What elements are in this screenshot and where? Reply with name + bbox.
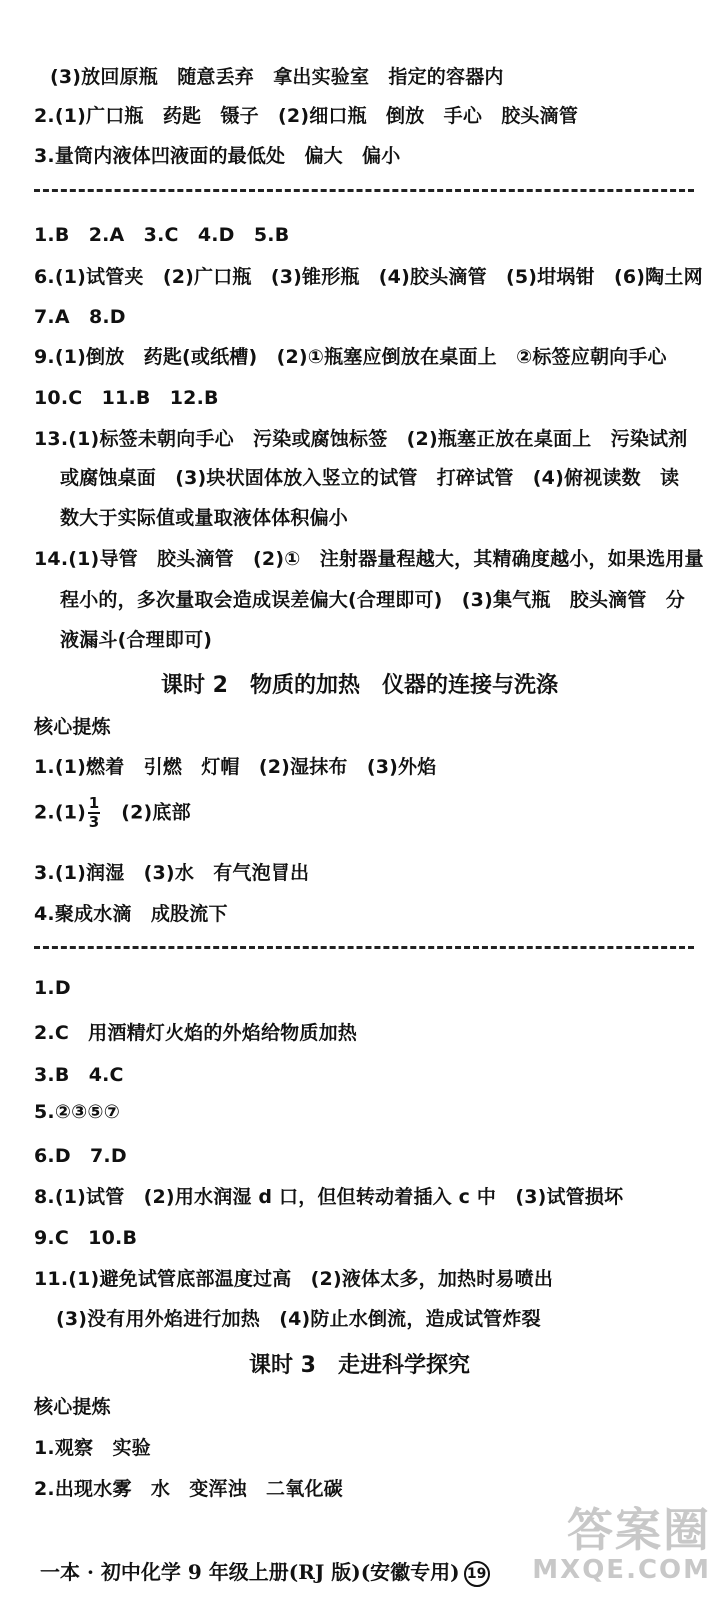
lesson-title: 课时 2 物质的加热 仪器的连接与洗涤 [161,673,558,698]
lesson-title: 课时 3 走进科学探究 [249,1353,470,1378]
answer-line: 2.C 用酒精灯火焰的外焰给物质加热 [34,1022,357,1044]
answer-line: 数大于实际值或量取液体体积偏小 [60,507,349,529]
dashed-divider [34,946,694,949]
dashed-divider [34,189,694,192]
answer-line: 程小的，多次量取会造成误差偏大(合理即可) (3)集气瓶 胶头滴管 分 [60,589,685,611]
answer-line: 液漏斗(合理即可) [60,629,213,651]
answer-line-fraction [34,796,191,830]
answer-rest: (2)底部 [121,801,191,824]
page-footer [40,1556,490,1587]
answer-line: 10.C 11.B 12.B [34,387,219,409]
watermark-url: MXQE.COM [532,1555,711,1585]
answer-line: 13.(1)标签未朝向手心 污染或腐蚀标签 (2)瓶塞正放在桌面上 污染试剂 [34,428,688,450]
answer-line: 3.B 4.C [34,1064,124,1086]
answer-line: 9.C 10.B [34,1227,138,1249]
answer-line: 4.聚成水滴 成股流下 [34,903,228,925]
answer-line: 3.(1)润湿 (3)水 有气泡冒出 [34,862,310,884]
fraction-numerator: 1 [88,794,100,812]
answer-line: (3)放回原瓶 随意丢弃 拿出实验室 指定的容器内 [50,66,504,88]
answer-line: 6.D 7.D [34,1145,127,1167]
fraction-denominator: 3 [88,813,100,831]
fraction [88,796,100,830]
answer-line: 9.(1)倒放 药匙(或纸槽) (2)①瓶塞应倒放在桌面上 ②标签应朝向手心 [34,346,667,368]
answer-line: 7.A 8.D [34,306,126,328]
section-label: 核心提炼 [34,1396,111,1418]
answer-line: 2.出现水雾 水 变浑浊 二氧化碳 [34,1478,343,1500]
answer-line: 6.(1)试管夹 (2)广口瓶 (3)锥形瓶 (4)胶头滴管 (5)坩埚钳 (6)陶土网 [34,266,703,288]
answer-line: 1.(1)燃着 引燃 灯帽 (2)湿抹布 (3)外焰 [34,756,437,778]
answer-line: 1.观察 实验 [34,1437,151,1459]
answer-prefix: 2.(1) [34,801,87,824]
answer-line: 1.B 2.A 3.C 4.D 5.B [34,224,290,246]
answer-line: 1.D [34,977,71,999]
footer-text: 一本 · 初中化学 9 年级上册(RJ 版)(安徽专用) [40,1560,460,1584]
answer-line: 2.(1)广口瓶 药匙 镊子 (2)细口瓶 倒放 手心 胶头滴管 [34,105,579,127]
page-number: 19 [464,1561,490,1587]
watermark-text: 答案圈 [567,1503,711,1557]
answer-line: 14.(1)导管 胶头滴管 (2)① 注射器量程越大，其精确度越小，如果选用量 [34,548,704,570]
answer-line: (3)没有用外焰进行加热 (4)防止水倒流，造成试管炸裂 [56,1308,541,1330]
answer-line: 8.(1)试管 (2)用水润湿 d 口，但但转动着插入 c 中 (3)试管损坏 [34,1186,624,1208]
answer-line: 或腐蚀桌面 (3)块状固体放入竖立的试管 打碎试管 (4)俯视读数 读 [60,467,680,489]
watermark [532,1505,711,1585]
answer-line: 11.(1)避免试管底部温度过高 (2)液体太多，加热时易喷出 [34,1268,554,1290]
section-label: 核心提炼 [34,716,111,738]
answer-line: 3.量筒内液体凹液面的最低处 偏大 偏小 [34,145,401,167]
answer-line: 5.②③⑤⑦ [34,1101,120,1123]
